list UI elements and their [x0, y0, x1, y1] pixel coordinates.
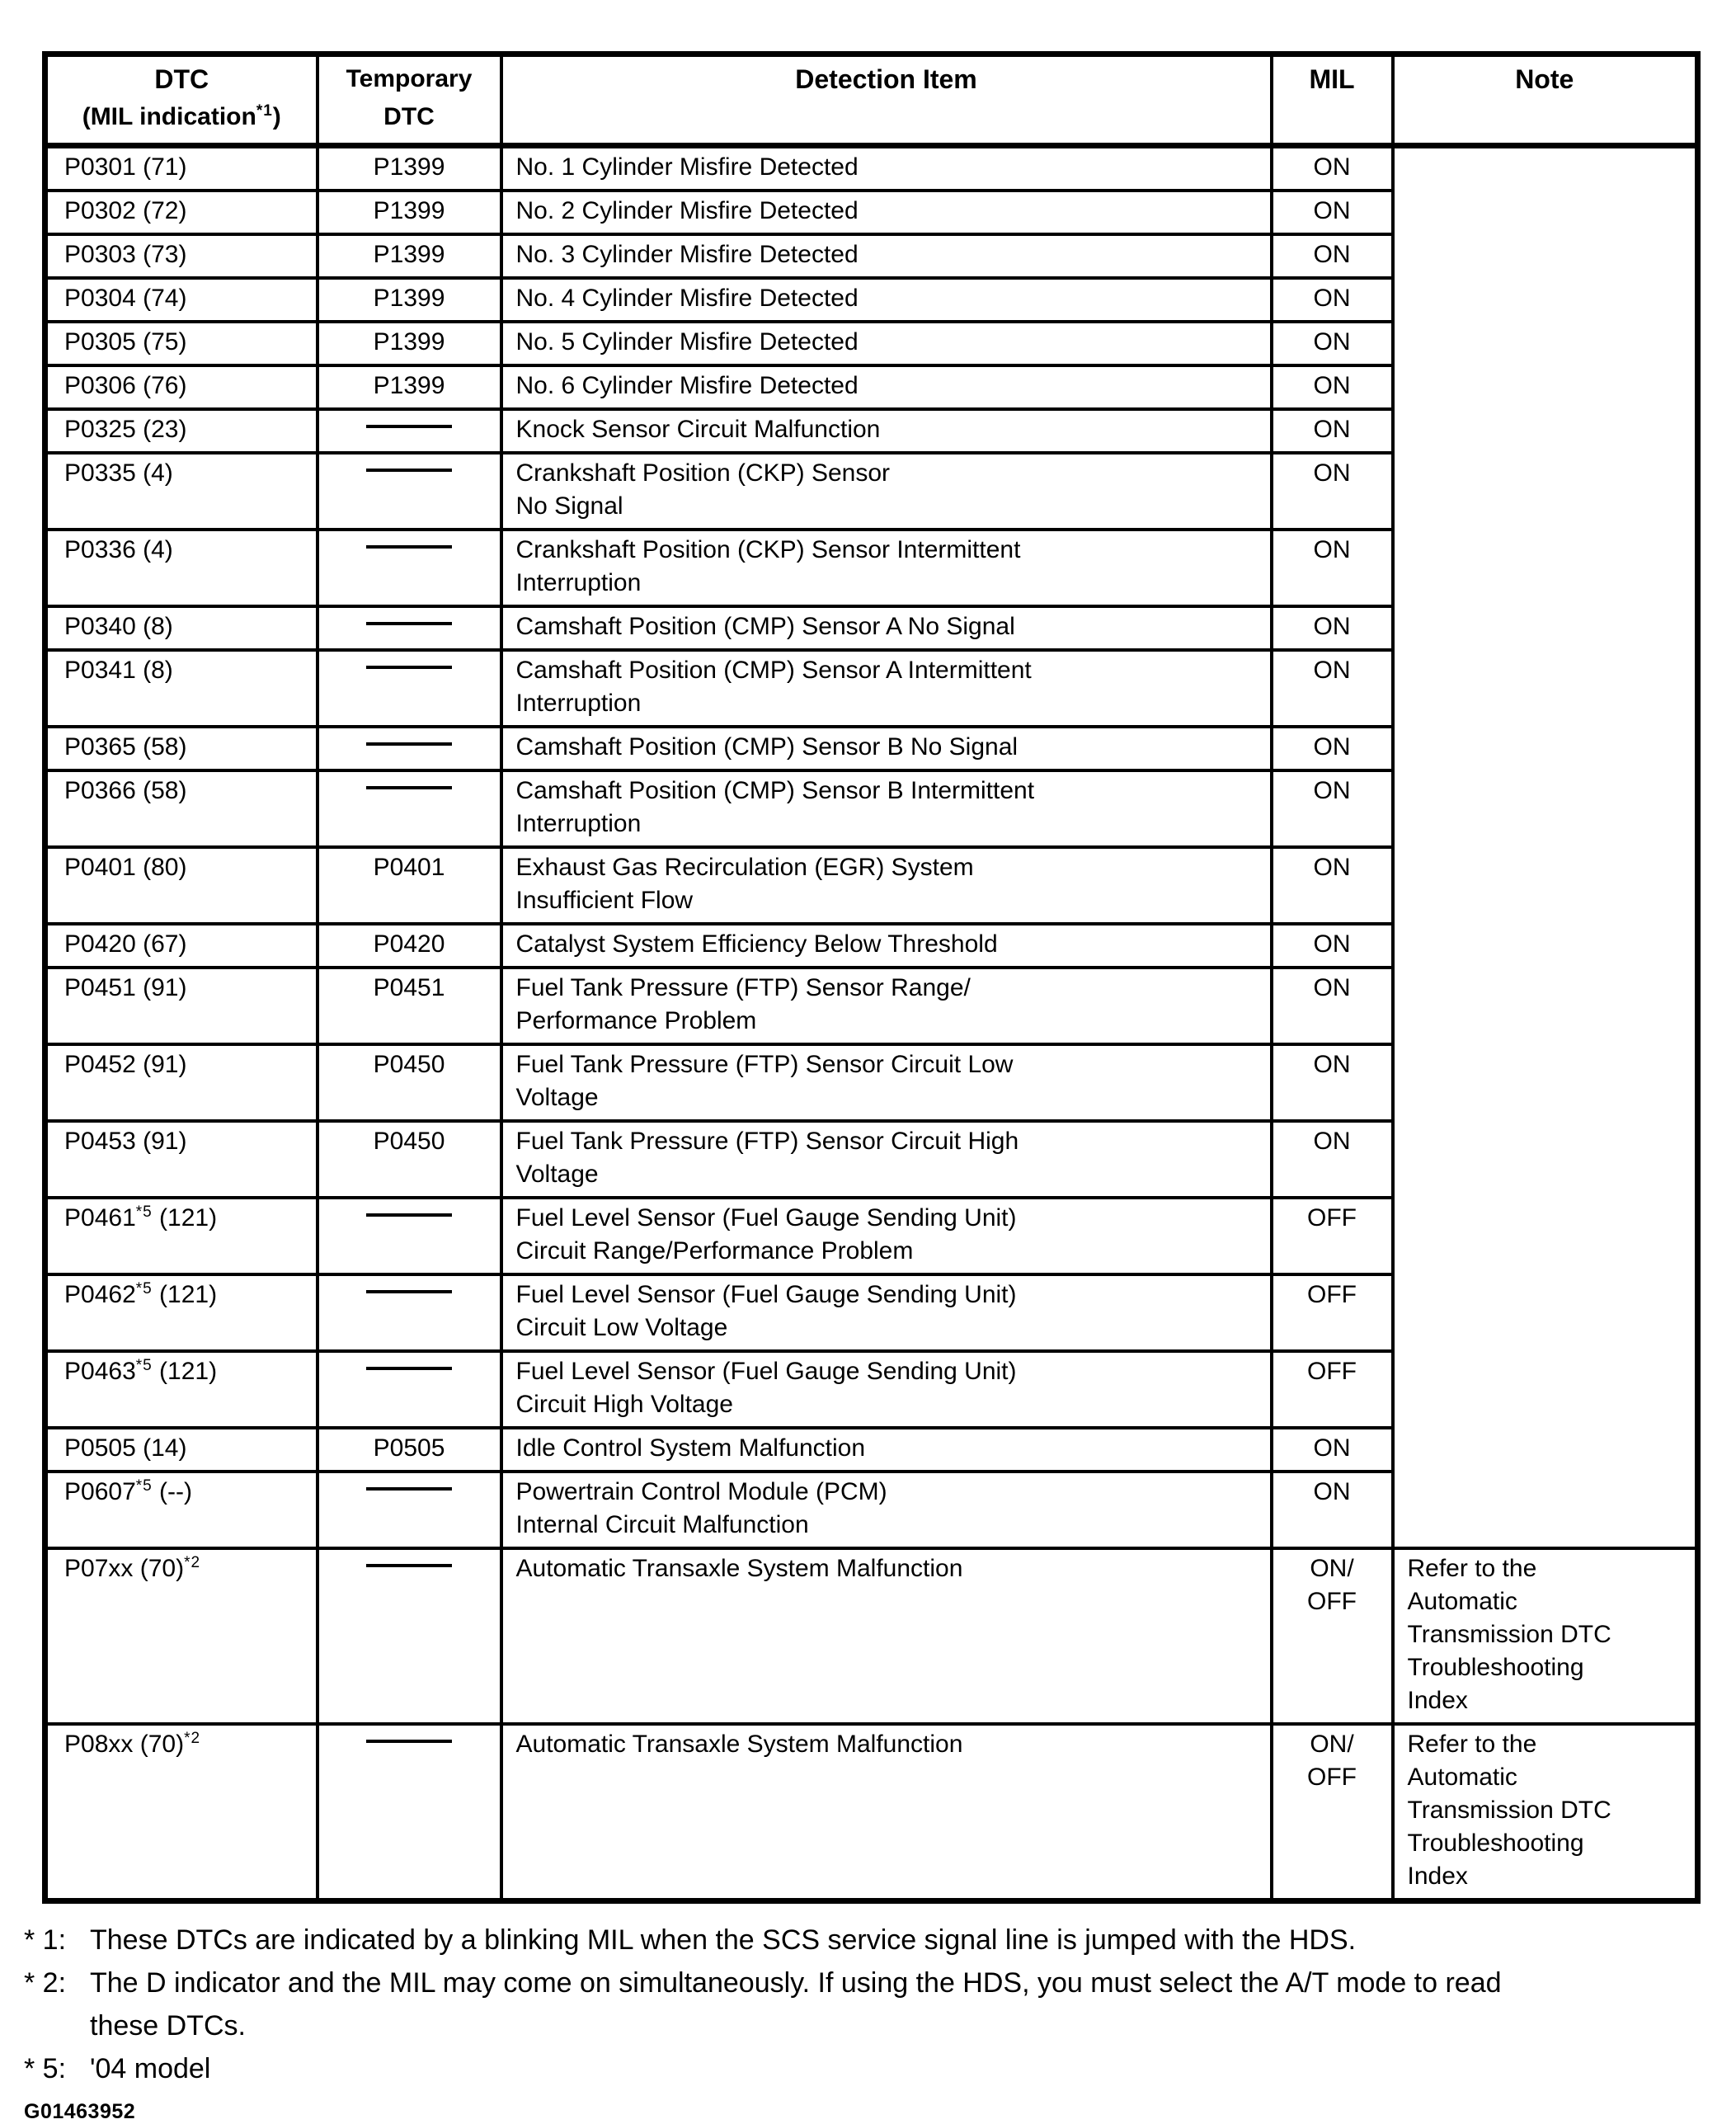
note-line: Automatic	[1407, 1764, 1517, 1791]
temporary-dtc-cell	[318, 234, 501, 278]
dtc-cell	[45, 968, 318, 1044]
dtc-cell	[45, 322, 318, 365]
mil-line: ON	[1313, 930, 1351, 958]
temporary-dtc-cell	[318, 727, 501, 770]
dtc-mil-indication: (--)	[152, 1478, 193, 1505]
mil-cell	[1272, 1044, 1393, 1121]
dtc-cell	[45, 365, 318, 409]
mil-cell	[1272, 1198, 1393, 1274]
detection-item-line: Fuel Tank Pressure (FTP) Sensor Circuit Low	[515, 1051, 1014, 1078]
header-temporary-line2: DTC	[383, 103, 435, 130]
mil-line: ON	[1313, 416, 1351, 443]
detection-item-cell	[501, 234, 1272, 278]
detection-item-line: Internal Circuit Malfunction	[515, 1511, 809, 1538]
dtc-code: P0451 (91)	[64, 974, 187, 1001]
dtc-cell	[45, 1044, 318, 1121]
mil-cell	[1272, 234, 1393, 278]
no-temporary-dtc-dash	[366, 666, 452, 669]
detection-item-line: Crankshaft Position (CKP) Sensor Intermittent	[515, 536, 1021, 563]
mil-line: ON	[1313, 1478, 1351, 1505]
detection-item-cell	[501, 727, 1272, 770]
no-temporary-dtc-dash	[366, 1213, 452, 1217]
footnote-text	[90, 1962, 1703, 2047]
mil-line: ON	[1313, 1128, 1351, 1155]
dtc-footnote-ref: *5	[135, 1357, 153, 1374]
mil-cell	[1272, 191, 1393, 234]
note-line: Index	[1407, 1863, 1468, 1890]
mil-cell	[1272, 1548, 1393, 1724]
detection-item-line: Circuit Low Voltage	[515, 1314, 728, 1341]
header-temporary-dtc	[318, 54, 501, 146]
mil-line: ON	[1313, 1051, 1351, 1078]
no-temporary-dtc-dash	[366, 622, 452, 625]
detection-item-line: Interruption	[515, 569, 642, 596]
dtc-code: P08xx (70)	[64, 1731, 185, 1758]
mil-line: ON	[1313, 536, 1351, 563]
dtc-code: P07xx (70)	[64, 1555, 185, 1582]
footnote	[24, 1962, 1703, 2047]
detection-item-line: Voltage	[515, 1084, 599, 1111]
header-detection-item: Detection Item	[501, 54, 1272, 146]
detection-item-line: No. 4 Cylinder Misfire Detected	[515, 285, 859, 312]
detection-item-cell	[501, 924, 1272, 968]
mil-cell	[1272, 727, 1393, 770]
temporary-dtc-cell	[318, 409, 501, 453]
header-dtc-subtitle-post: )	[272, 103, 281, 130]
dtc-code: P0341 (8)	[64, 657, 173, 684]
mil-cell	[1272, 146, 1393, 191]
footnote	[24, 1919, 1703, 1962]
temporary-dtc-cell	[318, 1121, 501, 1198]
no-temporary-dtc-dash	[366, 425, 452, 428]
note-cell	[1393, 1724, 1698, 1901]
dtc-cell	[45, 146, 318, 191]
table-row	[45, 1724, 1698, 1901]
footnote-marker: * 1:	[24, 1924, 67, 1956]
temporary-dtc-cell	[318, 968, 501, 1044]
table-row	[45, 1548, 1698, 1724]
temporary-dtc-cell	[318, 1044, 501, 1121]
note-line: Refer to the	[1407, 1555, 1537, 1582]
mil-cell	[1272, 650, 1393, 727]
mil-line: ON	[1313, 241, 1351, 268]
detection-item-line: Automatic Transaxle System Malfunction	[515, 1555, 963, 1582]
header-dtc-subtitle	[51, 98, 313, 136]
footnote-line: The D indicator and the MIL may come on simultaneously. If using the HDS, you must select the A/T mode to read	[90, 1967, 1502, 1999]
mil-cell	[1272, 606, 1393, 650]
detection-item-line: Fuel Tank Pressure (FTP) Sensor Range/	[515, 974, 971, 1001]
temporary-dtc-cell	[318, 453, 501, 530]
dtc-code: P0505 (14)	[64, 1434, 187, 1462]
temporary-dtc-value: P0420	[373, 930, 445, 958]
detection-item-cell	[501, 1351, 1272, 1428]
detection-item-line: No. 5 Cylinder Misfire Detected	[515, 328, 859, 356]
mil-line: ON/	[1310, 1731, 1354, 1758]
detection-item-line: Fuel Level Sensor (Fuel Gauge Sending Unit)	[515, 1281, 1017, 1308]
dtc-code: P0335 (4)	[64, 459, 173, 487]
temporary-dtc-value: P0505	[373, 1434, 445, 1462]
mil-cell	[1272, 1351, 1393, 1428]
dtc-footnote-ref: *5	[135, 1477, 153, 1495]
mil-cell	[1272, 924, 1393, 968]
dtc-code: P0325 (23)	[64, 416, 187, 443]
mil-cell	[1272, 847, 1393, 924]
mil-cell	[1272, 409, 1393, 453]
mil-line: ON	[1313, 1434, 1351, 1462]
mil-cell	[1272, 365, 1393, 409]
no-temporary-dtc-dash	[366, 1487, 452, 1491]
detection-item-cell	[501, 1121, 1272, 1198]
detection-item-line: Insufficient Flow	[515, 887, 694, 914]
dtc-cell	[45, 1198, 318, 1274]
mil-cell	[1272, 322, 1393, 365]
temporary-dtc-cell	[318, 146, 501, 191]
mil-line: OFF	[1307, 1281, 1357, 1308]
detection-item-cell	[501, 409, 1272, 453]
temporary-dtc-cell	[318, 1428, 501, 1472]
detection-item-line: No. 2 Cylinder Misfire Detected	[515, 197, 859, 224]
no-temporary-dtc-dash	[366, 545, 452, 549]
dtc-code: P0463	[64, 1358, 136, 1385]
detection-item-line: Powertrain Control Module (PCM)	[515, 1478, 887, 1505]
mil-cell	[1272, 1274, 1393, 1351]
dtc-cell	[45, 453, 318, 530]
note-line: Index	[1407, 1687, 1468, 1714]
header-note: Note	[1393, 54, 1698, 146]
mil-cell	[1272, 1724, 1393, 1901]
dtc-mil-indication: (121)	[152, 1204, 218, 1232]
detection-item-line: Interruption	[515, 690, 642, 717]
detection-item-line: Fuel Level Sensor (Fuel Gauge Sending Unit)	[515, 1358, 1017, 1385]
detection-item-cell	[501, 1548, 1272, 1724]
detection-item-line: Exhaust Gas Recirculation (EGR) System	[515, 854, 974, 881]
note-empty-cell	[1393, 146, 1698, 1549]
dtc-cell	[45, 409, 318, 453]
footnote-line: These DTCs are indicated by a blinking MIL when the SCS service signal line is jumped with the HDS.	[90, 1924, 1357, 1956]
detection-item-cell	[501, 606, 1272, 650]
dtc-code: P0452 (91)	[64, 1051, 187, 1078]
no-temporary-dtc-dash	[366, 1367, 452, 1370]
note-cell	[1393, 1548, 1698, 1724]
dtc-cell	[45, 847, 318, 924]
temporary-dtc-cell	[318, 1472, 501, 1548]
temporary-dtc-cell	[318, 530, 501, 606]
dtc-cell	[45, 278, 318, 322]
mil-line: ON	[1313, 328, 1351, 356]
note-line: Refer to the	[1407, 1731, 1537, 1758]
detection-item-cell	[501, 1724, 1272, 1901]
dtc-cell	[45, 770, 318, 847]
note-line: Transmission DTC	[1407, 1621, 1611, 1648]
mil-cell	[1272, 1472, 1393, 1548]
dtc-code: P0462	[64, 1281, 136, 1308]
detection-item-line: Circuit Range/Performance Problem	[515, 1237, 914, 1265]
dtc-cell	[45, 1274, 318, 1351]
dtc-footnote-ref: *5	[135, 1280, 153, 1297]
temporary-dtc-value: P1399	[373, 153, 445, 181]
mil-line: OFF	[1307, 1358, 1357, 1385]
temporary-dtc-cell	[318, 278, 501, 322]
header-temporary-line1: Temporary	[346, 65, 473, 92]
dtc-code: P0304 (74)	[64, 285, 187, 312]
dtc-code: P0365 (58)	[64, 733, 187, 761]
detection-item-line: Interruption	[515, 810, 642, 837]
dtc-code: P0366 (58)	[64, 777, 187, 804]
detection-item-line: Knock Sensor Circuit Malfunction	[515, 416, 881, 443]
no-temporary-dtc-dash	[366, 786, 452, 789]
footnote-line: these DTCs.	[90, 2010, 246, 2042]
dtc-cell	[45, 1351, 318, 1428]
no-temporary-dtc-dash	[366, 1740, 452, 1743]
temporary-dtc-cell	[318, 1548, 501, 1724]
header-dtc-subtitle-pre: (MIL indication	[82, 103, 256, 130]
temporary-dtc-cell	[318, 191, 501, 234]
dtc-cell	[45, 650, 318, 727]
dtc-cell	[45, 191, 318, 234]
dtc-code: P0306 (76)	[64, 372, 187, 399]
mil-line: ON	[1313, 153, 1351, 181]
temporary-dtc-cell	[318, 924, 501, 968]
dtc-table-body	[45, 146, 1698, 1901]
dtc-code: P0401 (80)	[64, 854, 187, 881]
dtc-code: P0340 (8)	[64, 613, 173, 640]
header-dtc	[45, 54, 318, 146]
detection-item-cell	[501, 1198, 1272, 1274]
detection-item-line: Fuel Level Sensor (Fuel Gauge Sending Unit)	[515, 1204, 1017, 1232]
dtc-footnote-ref: *2	[184, 1554, 201, 1571]
detection-item-cell	[501, 453, 1272, 530]
detection-item-cell	[501, 650, 1272, 727]
mil-cell	[1272, 1121, 1393, 1198]
header-dtc-footnote-ref: *1	[256, 102, 273, 120]
detection-item-cell	[501, 530, 1272, 606]
detection-item-line: Crankshaft Position (CKP) Sensor	[515, 459, 891, 487]
dtc-cell	[45, 1724, 318, 1901]
mil-line: ON/	[1310, 1555, 1354, 1582]
detection-item-line: Camshaft Position (CMP) Sensor A Intermittent	[515, 657, 1032, 684]
footnote-line: '04 model	[90, 2053, 211, 2084]
note-line: Troubleshooting	[1407, 1654, 1584, 1681]
temporary-dtc-cell	[318, 365, 501, 409]
no-temporary-dtc-dash	[366, 469, 452, 472]
note-line: Automatic	[1407, 1588, 1517, 1615]
detection-item-cell	[501, 278, 1272, 322]
footnote-text	[90, 2047, 1703, 2090]
dtc-code: P0303 (73)	[64, 241, 187, 268]
footnotes	[24, 1919, 1703, 2090]
temporary-dtc-cell	[318, 606, 501, 650]
detection-item-line: No Signal	[515, 492, 623, 520]
detection-item-cell	[501, 1428, 1272, 1472]
detection-item-line: No. 1 Cylinder Misfire Detected	[515, 153, 859, 181]
dtc-table	[42, 51, 1701, 1904]
dtc-code: P0453 (91)	[64, 1128, 187, 1155]
no-temporary-dtc-dash	[366, 1564, 452, 1567]
mil-line: OFF	[1307, 1588, 1357, 1615]
detection-item-line: Camshaft Position (CMP) Sensor A No Signal	[515, 613, 1015, 640]
dtc-code: P0420 (67)	[64, 930, 187, 958]
detection-item-line: Catalyst System Efficiency Below Threshold	[515, 930, 998, 958]
detection-item-line: Circuit High Voltage	[515, 1391, 733, 1418]
mil-line: OFF	[1307, 1764, 1357, 1791]
dtc-cell	[45, 530, 318, 606]
dtc-cell	[45, 924, 318, 968]
temporary-dtc-value: P1399	[373, 197, 445, 224]
mil-line: ON	[1313, 372, 1351, 399]
dtc-code: P0302 (72)	[64, 197, 187, 224]
table-header	[45, 54, 1698, 146]
dtc-cell	[45, 727, 318, 770]
temporary-dtc-cell	[318, 322, 501, 365]
mil-line: OFF	[1307, 1204, 1357, 1232]
temporary-dtc-cell	[318, 770, 501, 847]
mil-cell	[1272, 453, 1393, 530]
header-mil: MIL	[1272, 54, 1393, 146]
temporary-dtc-value: P0451	[373, 974, 445, 1001]
detection-item-line: Camshaft Position (CMP) Sensor B Intermittent	[515, 777, 1035, 804]
mil-line: ON	[1313, 197, 1351, 224]
mil-cell	[1272, 530, 1393, 606]
temporary-dtc-cell	[318, 1351, 501, 1428]
detection-item-cell	[501, 770, 1272, 847]
dtc-cell	[45, 1121, 318, 1198]
note-line: Troubleshooting	[1407, 1830, 1584, 1857]
detection-item-line: Voltage	[515, 1161, 599, 1188]
figure-id: G01463952	[24, 2100, 136, 2123]
detection-item-cell	[501, 968, 1272, 1044]
dtc-code: P0461	[64, 1204, 136, 1232]
no-temporary-dtc-dash	[366, 1290, 452, 1293]
dtc-cell	[45, 1472, 318, 1548]
dtc-cell	[45, 1548, 318, 1724]
footnote-marker: * 5:	[24, 2053, 67, 2084]
dtc-code: P0301 (71)	[64, 153, 187, 181]
dtc-mil-indication: (121)	[152, 1358, 218, 1385]
detection-item-cell	[501, 322, 1272, 365]
temporary-dtc-cell	[318, 1274, 501, 1351]
mil-cell	[1272, 968, 1393, 1044]
detection-item-cell	[501, 191, 1272, 234]
mil-cell	[1272, 770, 1393, 847]
detection-item-line: Camshaft Position (CMP) Sensor B No Signal	[515, 733, 1019, 761]
mil-line: ON	[1313, 974, 1351, 1001]
temporary-dtc-value: P1399	[373, 328, 445, 356]
mil-cell	[1272, 1428, 1393, 1472]
mil-line: ON	[1313, 854, 1351, 881]
table-row	[45, 146, 1698, 191]
dtc-footnote-ref: *5	[135, 1203, 153, 1221]
temporary-dtc-cell	[318, 1198, 501, 1274]
dtc-code: P0305 (75)	[64, 328, 187, 356]
detection-item-line: Fuel Tank Pressure (FTP) Sensor Circuit High	[515, 1128, 1019, 1155]
temporary-dtc-cell	[318, 847, 501, 924]
detection-item-cell	[501, 1472, 1272, 1548]
footnote-marker: * 2:	[24, 1967, 67, 1999]
detection-item-cell	[501, 847, 1272, 924]
detection-item-line: Automatic Transaxle System Malfunction	[515, 1731, 963, 1758]
mil-line: ON	[1313, 657, 1351, 684]
footnote	[24, 2047, 1703, 2090]
temporary-dtc-cell	[318, 650, 501, 727]
detection-item-cell	[501, 146, 1272, 191]
detection-item-line: No. 3 Cylinder Misfire Detected	[515, 241, 859, 268]
mil-line: ON	[1313, 733, 1351, 761]
temporary-dtc-value: P0401	[373, 854, 445, 881]
dtc-cell	[45, 234, 318, 278]
temporary-dtc-value: P0450	[373, 1128, 445, 1155]
mil-line: ON	[1313, 613, 1351, 640]
detection-item-line: No. 6 Cylinder Misfire Detected	[515, 372, 859, 399]
detection-item-line: Idle Control System Malfunction	[515, 1434, 866, 1462]
detection-item-cell	[501, 1044, 1272, 1121]
dtc-code: P0607	[64, 1478, 136, 1505]
note-line: Transmission DTC	[1407, 1797, 1611, 1824]
mil-line: ON	[1313, 459, 1351, 487]
dtc-cell	[45, 1428, 318, 1472]
detection-item-cell	[501, 365, 1272, 409]
detection-item-cell	[501, 1274, 1272, 1351]
temporary-dtc-value: P0450	[373, 1051, 445, 1078]
footnote-text	[90, 1919, 1703, 1962]
temporary-dtc-value: P1399	[373, 372, 445, 399]
temporary-dtc-cell	[318, 1724, 501, 1901]
header-row	[45, 54, 1698, 146]
no-temporary-dtc-dash	[366, 742, 452, 746]
mil-cell	[1272, 278, 1393, 322]
mil-line: ON	[1313, 285, 1351, 312]
mil-line: ON	[1313, 777, 1351, 804]
dtc-footnote-ref: *2	[184, 1730, 201, 1747]
dtc-mil-indication: (121)	[152, 1281, 218, 1308]
dtc-cell	[45, 606, 318, 650]
dtc-code: P0336 (4)	[64, 536, 173, 563]
detection-item-line: Performance Problem	[515, 1007, 757, 1034]
temporary-dtc-value: P1399	[373, 285, 445, 312]
temporary-dtc-value: P1399	[373, 241, 445, 268]
header-dtc-title: DTC	[154, 64, 209, 94]
